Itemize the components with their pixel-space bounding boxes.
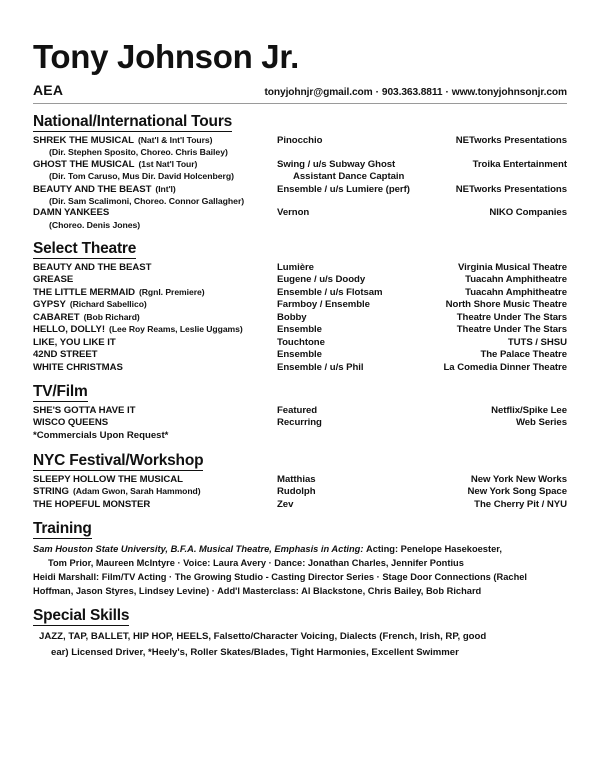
credit-show-cell: (Dir. Tom Caruso, Mus Dir. David Holcenberg) xyxy=(49,171,234,182)
contact-separator-2: · xyxy=(445,87,449,98)
credit-role-cell: Zev xyxy=(277,498,294,510)
training-body xyxy=(33,542,567,599)
credit-company-cell: NETworks Presentations xyxy=(455,134,567,146)
credit-show-title: SHREK THE MUSICAL xyxy=(33,134,134,146)
skills-line-1: JAZZ, TAP, BALLET, HIP HOP, HEELS, Falsetto/Character Voicing, Dialects (French, Irish, RP, good xyxy=(39,631,487,643)
credit-company-cell: North Shore Music Theatre xyxy=(445,299,567,311)
credit-show-cell xyxy=(33,337,277,349)
section-title: Select Theatre xyxy=(33,240,137,258)
credit-show-cell xyxy=(33,486,277,498)
credit-show-cell: (Choreo. Denis Jones) xyxy=(49,219,141,230)
credit-rows xyxy=(33,135,567,231)
credit-show-cell xyxy=(33,299,277,311)
credit-show-subtitle: (Bob Richard) xyxy=(83,311,140,322)
credit-show-cell xyxy=(33,159,277,171)
credit-show-cell xyxy=(33,417,277,429)
credit-show-title: THE HOPEFUL MONSTER xyxy=(33,498,151,510)
section-credits xyxy=(33,113,567,231)
credit-show-title: GHOST THE MUSICAL xyxy=(33,158,135,170)
union-affiliation: AEA xyxy=(33,82,64,98)
special-skills-body xyxy=(33,629,567,660)
credit-company-cell: The Cherry Pit / NYU xyxy=(474,498,567,510)
credit-role-cell: Rudolph xyxy=(277,486,316,498)
credit-row xyxy=(33,337,567,349)
section-credits xyxy=(33,233,567,374)
section-title: NYC Festival/Workshop xyxy=(33,451,204,469)
credit-show-cell xyxy=(33,324,277,336)
credit-detail-row xyxy=(33,147,567,158)
credit-show-title: WHITE CHRISTMAS xyxy=(33,361,123,373)
section-credits xyxy=(33,376,567,443)
credit-row xyxy=(33,312,567,324)
credit-row xyxy=(33,486,567,498)
credit-show-title: STRING xyxy=(33,486,69,498)
credit-show-cell xyxy=(33,362,277,374)
credit-show-subtitle: (Lee Roy Reams, Leslie Uggams) xyxy=(109,324,243,335)
training-acting-teachers: Acting: Penelope Hasekoester, xyxy=(366,543,502,554)
section-special-skills xyxy=(33,600,567,660)
credit-company-cell: La Comedia Dinner Theatre xyxy=(443,361,567,373)
credit-row xyxy=(33,405,567,417)
credit-show-title: HELLO, DOLLY! xyxy=(33,324,106,336)
credit-role-cell: Eugene / u/s Doody xyxy=(277,274,366,286)
resume-header xyxy=(33,40,567,104)
section-title: TV/Film xyxy=(33,383,88,401)
credit-show-title: SLEEPY HOLLOW THE MUSICAL xyxy=(33,473,183,485)
credit-role-cell: Pinocchio xyxy=(277,134,323,146)
contact-separator-1: · xyxy=(375,87,379,98)
section-title: National/International Tours xyxy=(33,113,233,130)
section-title-training: Training xyxy=(33,520,92,538)
page-title: Tony Johnson Jr. xyxy=(33,38,299,75)
credit-show-title: DAMN YANKEES xyxy=(33,207,110,219)
credit-rows xyxy=(33,405,567,443)
credit-show-cell xyxy=(33,262,277,274)
credit-show-cell: (Dir. Sam Scalimoni, Choreo. Connor Gallagher) xyxy=(49,196,245,206)
credit-role-cell: Matthias xyxy=(277,473,316,485)
credit-show-cell xyxy=(33,474,277,486)
credit-company-cell: Troika Entertainment xyxy=(472,158,567,170)
credit-show-subtitle: (Richard Sabellico) xyxy=(69,299,147,310)
training-line-1 xyxy=(33,542,567,556)
credit-row xyxy=(33,184,567,196)
credit-role-cell: Ensemble xyxy=(277,324,322,336)
section-credits xyxy=(33,445,567,511)
credit-show-title: SHE'S GOTTA HAVE IT xyxy=(33,404,136,416)
credit-row xyxy=(33,135,567,147)
email-text: tonyjohnjr@gmail.com xyxy=(264,87,373,98)
credit-role-cell: Bobby xyxy=(277,311,307,323)
credit-detail-row xyxy=(33,196,567,207)
section-title-special-skills: Special Skills xyxy=(33,607,130,625)
training-line-4: Hoffman, Jason Styres, Lindsey Levine) · Add'l Masterclass: Al Blackstone, Chris Bailey, Bob Richard xyxy=(33,586,482,597)
phone-text: 903.363.8811 xyxy=(381,87,443,98)
credits-note: *Commercials Upon Request* xyxy=(33,429,169,441)
skills-line-2: ear) Licensed Driver, *Heely's, Roller Skates/Blades, Tight Harmonies, Excellent Swimmer xyxy=(51,646,459,658)
credit-company-cell: New York Song Space xyxy=(467,486,567,498)
website-text: www.tonyjohnsonjr.com xyxy=(451,87,567,98)
credit-row xyxy=(33,287,567,299)
credit-show-title: BEAUTY AND THE BEAST xyxy=(33,183,152,195)
credit-show-cell xyxy=(33,184,277,196)
credit-row xyxy=(33,207,567,219)
credit-rows xyxy=(33,262,567,374)
credit-sections xyxy=(33,113,567,511)
credit-detail-row xyxy=(33,220,567,231)
credit-show-cell xyxy=(33,499,277,511)
credit-company-cell: TUTS / SHSU xyxy=(507,336,567,348)
credit-rows xyxy=(33,474,567,511)
credit-show-subtitle: (1st Nat'l Tour) xyxy=(138,158,198,169)
credit-show-subtitle: (Nat'l & Int'l Tours) xyxy=(137,134,213,145)
credit-show-cell xyxy=(33,312,277,324)
credit-show-cell xyxy=(33,287,277,299)
credit-show-title: GYPSY xyxy=(33,299,66,311)
training-line-2: Tom Prior, Maureen McIntyre · Voice: Laura Avery · Dance: Jonathan Charles, Jennifer Pontius xyxy=(48,557,464,568)
credit-role-cell: Vernon xyxy=(277,207,310,219)
credit-show-title: WISCO QUEENS xyxy=(33,417,109,429)
credit-show-title: 42ND STREET xyxy=(33,349,98,361)
section-training xyxy=(33,513,567,598)
credit-role-cell: Assistant Dance Captain xyxy=(293,171,405,183)
credit-company-cell: Tuacahn Amphitheatre xyxy=(465,286,567,298)
credit-show-title: THE LITTLE MERMAID xyxy=(33,286,135,298)
credit-show-cell xyxy=(33,349,277,361)
credit-show-cell xyxy=(33,207,277,219)
credit-show-title: LIKE, YOU LIKE IT xyxy=(33,336,116,348)
credit-show-title: BEAUTY AND THE BEAST xyxy=(33,261,152,273)
credit-company-cell: Theatre Under The Stars xyxy=(456,311,567,323)
credit-row xyxy=(33,474,567,486)
credit-role-cell: Ensemble / u/s Lumiere (perf) xyxy=(277,183,410,195)
credit-row xyxy=(33,159,567,171)
header-contact-row xyxy=(33,82,567,98)
credit-row xyxy=(33,299,567,311)
credit-company-cell: Virginia Musical Theatre xyxy=(458,261,567,273)
credit-show-cell xyxy=(33,135,277,147)
credit-row xyxy=(33,417,567,429)
credit-role-cell: Recurring xyxy=(277,417,322,429)
credit-role-cell: Farmboy / Ensemble xyxy=(277,299,370,311)
credit-row xyxy=(33,274,567,286)
credit-detail-row xyxy=(33,171,567,183)
credit-company-cell: Web Series xyxy=(515,417,567,429)
credit-company-cell: The Palace Theatre xyxy=(480,349,567,361)
credit-company-cell: Netflix/Spike Lee xyxy=(491,404,567,416)
credit-show-subtitle: (Rgnl. Premiere) xyxy=(138,286,205,297)
credit-show-subtitle: (Int'l) xyxy=(155,183,176,194)
contact-info xyxy=(223,87,567,98)
credit-role-cell: Ensemble / u/s Phil xyxy=(277,361,364,373)
credit-role-cell: Featured xyxy=(277,404,318,416)
credit-show-cell: (Dir. Stephen Sposito, Choreo. Chris Bailey) xyxy=(49,147,228,158)
credit-row xyxy=(33,499,567,511)
credit-row xyxy=(33,324,567,336)
credit-company-cell: NETworks Presentations xyxy=(455,183,567,195)
credit-role-cell: Lumière xyxy=(277,261,314,273)
credit-company-cell: Theatre Under The Stars xyxy=(456,324,567,336)
credit-row xyxy=(33,349,567,361)
credit-row xyxy=(33,362,567,374)
credit-row xyxy=(33,262,567,274)
header-divider xyxy=(33,103,567,104)
credit-role-cell: Ensemble / u/s Flotsam xyxy=(277,286,383,298)
credit-show-subtitle: (Adam Gwon, Sarah Hammond) xyxy=(72,486,201,497)
training-school: Sam Houston State University, B.F.A. Musical Theatre, Emphasis in Acting: xyxy=(33,543,364,554)
credit-show-cell xyxy=(33,274,277,286)
credit-role-cell: Ensemble xyxy=(277,349,322,361)
credit-show-cell xyxy=(33,405,277,417)
credit-role-cell: Touchtone xyxy=(277,336,325,348)
training-line-3: Heidi Marshall: Film/TV Acting · The Growing Studio - Casting Director Series · Stage Door Connections (Rachel xyxy=(33,572,527,583)
credit-company-cell: NIKO Companies xyxy=(489,207,567,219)
credit-show-title: GREASE xyxy=(33,274,74,286)
credit-role-cell: Swing / u/s Subway Ghost xyxy=(277,158,396,170)
credit-company-cell: New York New Works xyxy=(470,473,567,485)
credit-company-cell: Tuacahn Amphitheatre xyxy=(465,274,567,286)
credit-show-title: CABARET xyxy=(33,311,80,323)
